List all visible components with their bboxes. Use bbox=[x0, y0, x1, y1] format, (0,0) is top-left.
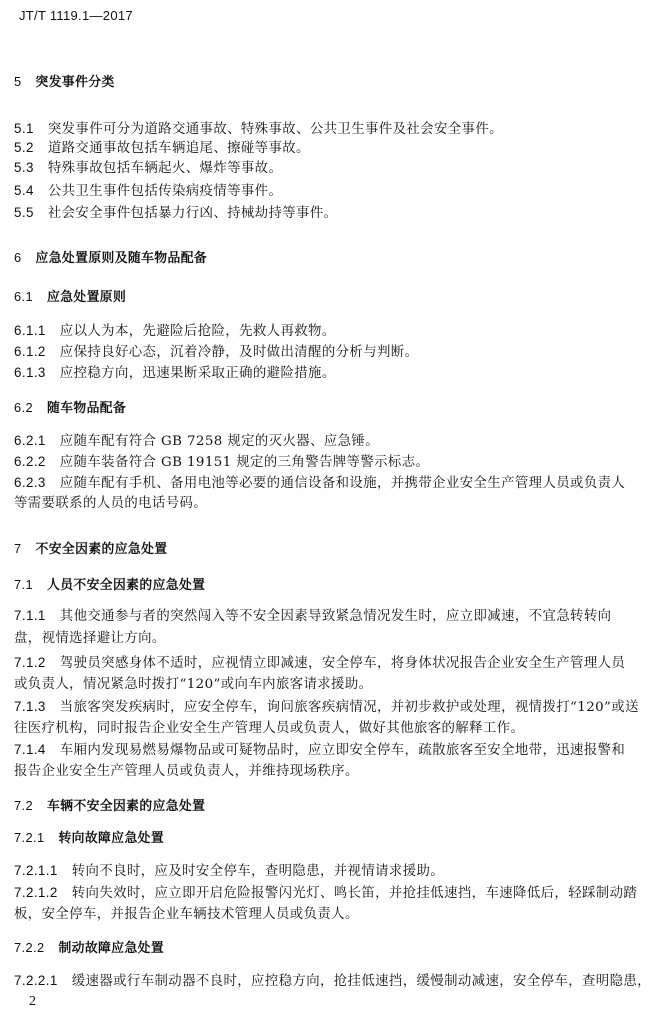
clause-5-3: 5.3 特殊事故包括车辆起火、爆炸等事故。 bbox=[14, 160, 283, 176]
clause-7-1-1-cont: 盘，视情选择避让方向。 bbox=[14, 631, 166, 646]
section-7-2-1-heading: 7.2.1 转向故障应急处置 bbox=[14, 830, 165, 846]
clause-7-1-3: 7.1.3 当旅客突发疾病时，应安全停车，询问旅客疾病情况，并初步救护或处理，视情拨打“120”或送 bbox=[14, 699, 639, 715]
clause-5-4: 5.4 公共卫生事件包括传染病疫情等事件。 bbox=[14, 183, 283, 199]
clause-7-1-2: 7.1.2 驾驶员突感身体不适时，应视情立即减速，安全停车，将身体状况报告企业安全生产管理人员 bbox=[14, 655, 626, 671]
section-7-1-heading: 7.1 人员不安全因素的应急处置 bbox=[14, 577, 206, 593]
clause-7-1-4-cont: 报告企业安全生产管理人员或负责人，并维持现场秩序。 bbox=[14, 764, 359, 779]
section-6-2-heading: 6.2 随车物品配备 bbox=[14, 400, 127, 416]
section-7-2-2-heading: 7.2.2 制动故障应急处置 bbox=[14, 940, 165, 956]
clause-7-1-2-cont: 或负责人，情况紧急时拨打“120”或向车内旅客请求援助。 bbox=[14, 677, 373, 692]
clause-5-1: 5.1 突发事件可分为道路交通事故、特殊事故、公共卫生事件及社会安全事件。 bbox=[14, 121, 503, 137]
clause-5-2: 5.2 道路交通事故包括车辆追尾、擦碰等事故。 bbox=[14, 140, 310, 156]
clause-7-2-1-2-cont: 板，安全停车，并报告企业车辆技术管理人员或负责人。 bbox=[14, 907, 359, 922]
clause-7-2-1-2: 7.2.1.2 转向失效时，应立即开启危险报警闪光灯、鸣长笛，并抢挂低速挡，车速降低后，轻踩制动踏 bbox=[14, 885, 638, 901]
section-7-2-heading: 7.2 车辆不安全因素的应急处置 bbox=[14, 798, 206, 814]
clause-7-1-4: 7.1.4 车厢内发现易燃易爆物品或可疑物品时，应立即安全停车，疏散旅客至安全地带，迅速报警和 bbox=[14, 742, 626, 758]
clause-7-1-1: 7.1.1 其他交通参与者的突然闯入等不安全因素导致紧急情况发生时，应立即减速，不宜急转转向 bbox=[14, 608, 612, 624]
section-6-heading: 6 应急处置原则及随车物品配备 bbox=[14, 250, 208, 266]
clause-6-1-3: 6.1.3 应控稳方向，迅速果断采取正确的避险措施。 bbox=[14, 365, 336, 381]
clause-6-1-1: 6.1.1 应以人为本，先避险后抢险，先救人再救物。 bbox=[14, 323, 336, 339]
clause-6-2-3: 6.2.3 应随车配有手机、备用电池等必要的通信设备和设施，并携带企业安全生产管理人员或负责人 bbox=[14, 475, 626, 491]
clause-7-1-3-cont: 往医疗机构，同时报告企业安全生产管理人员或负责人，做好其他旅客的解释工作。 bbox=[14, 721, 525, 736]
clause-7-2-1-1: 7.2.1.1 转向不良时，应及时安全停车，查明隐患，并视情请求援助。 bbox=[14, 863, 445, 879]
clause-5-5: 5.5 社会安全事件包括暴力行凶、持械劫持等事件。 bbox=[14, 205, 338, 221]
page-number: 2 bbox=[29, 994, 36, 1009]
section-7-heading: 7 不安全因素的应急处置 bbox=[14, 541, 168, 557]
clause-7-2-2-1: 7.2.2.1 缓速器或行车制动器不良时，应控稳方向，抢挂低速挡，缓慢制动减速，安全停车，查明隐患， bbox=[14, 973, 651, 989]
clause-6-1-2: 6.1.2 应保持良好心态，沉着冷静，及时做出清醒的分析与判断。 bbox=[14, 344, 419, 360]
clause-6-2-2: 6.2.2 应随车装备符合 GB 19151 规定的三角警告牌等警示标志。 bbox=[14, 454, 430, 470]
standard-code-header: JT/T 1119.1—2017 bbox=[19, 8, 133, 23]
section-6-1-heading: 6.1 应急处置原则 bbox=[14, 289, 127, 305]
section-5-heading: 5 突发事件分类 bbox=[14, 74, 115, 90]
clause-6-2-3-cont: 等需要联系的人员的电话号码。 bbox=[14, 496, 208, 511]
clause-6-2-1: 6.2.1 应随车配有符合 GB 7258 规定的灭火器、应急锤。 bbox=[14, 433, 380, 449]
